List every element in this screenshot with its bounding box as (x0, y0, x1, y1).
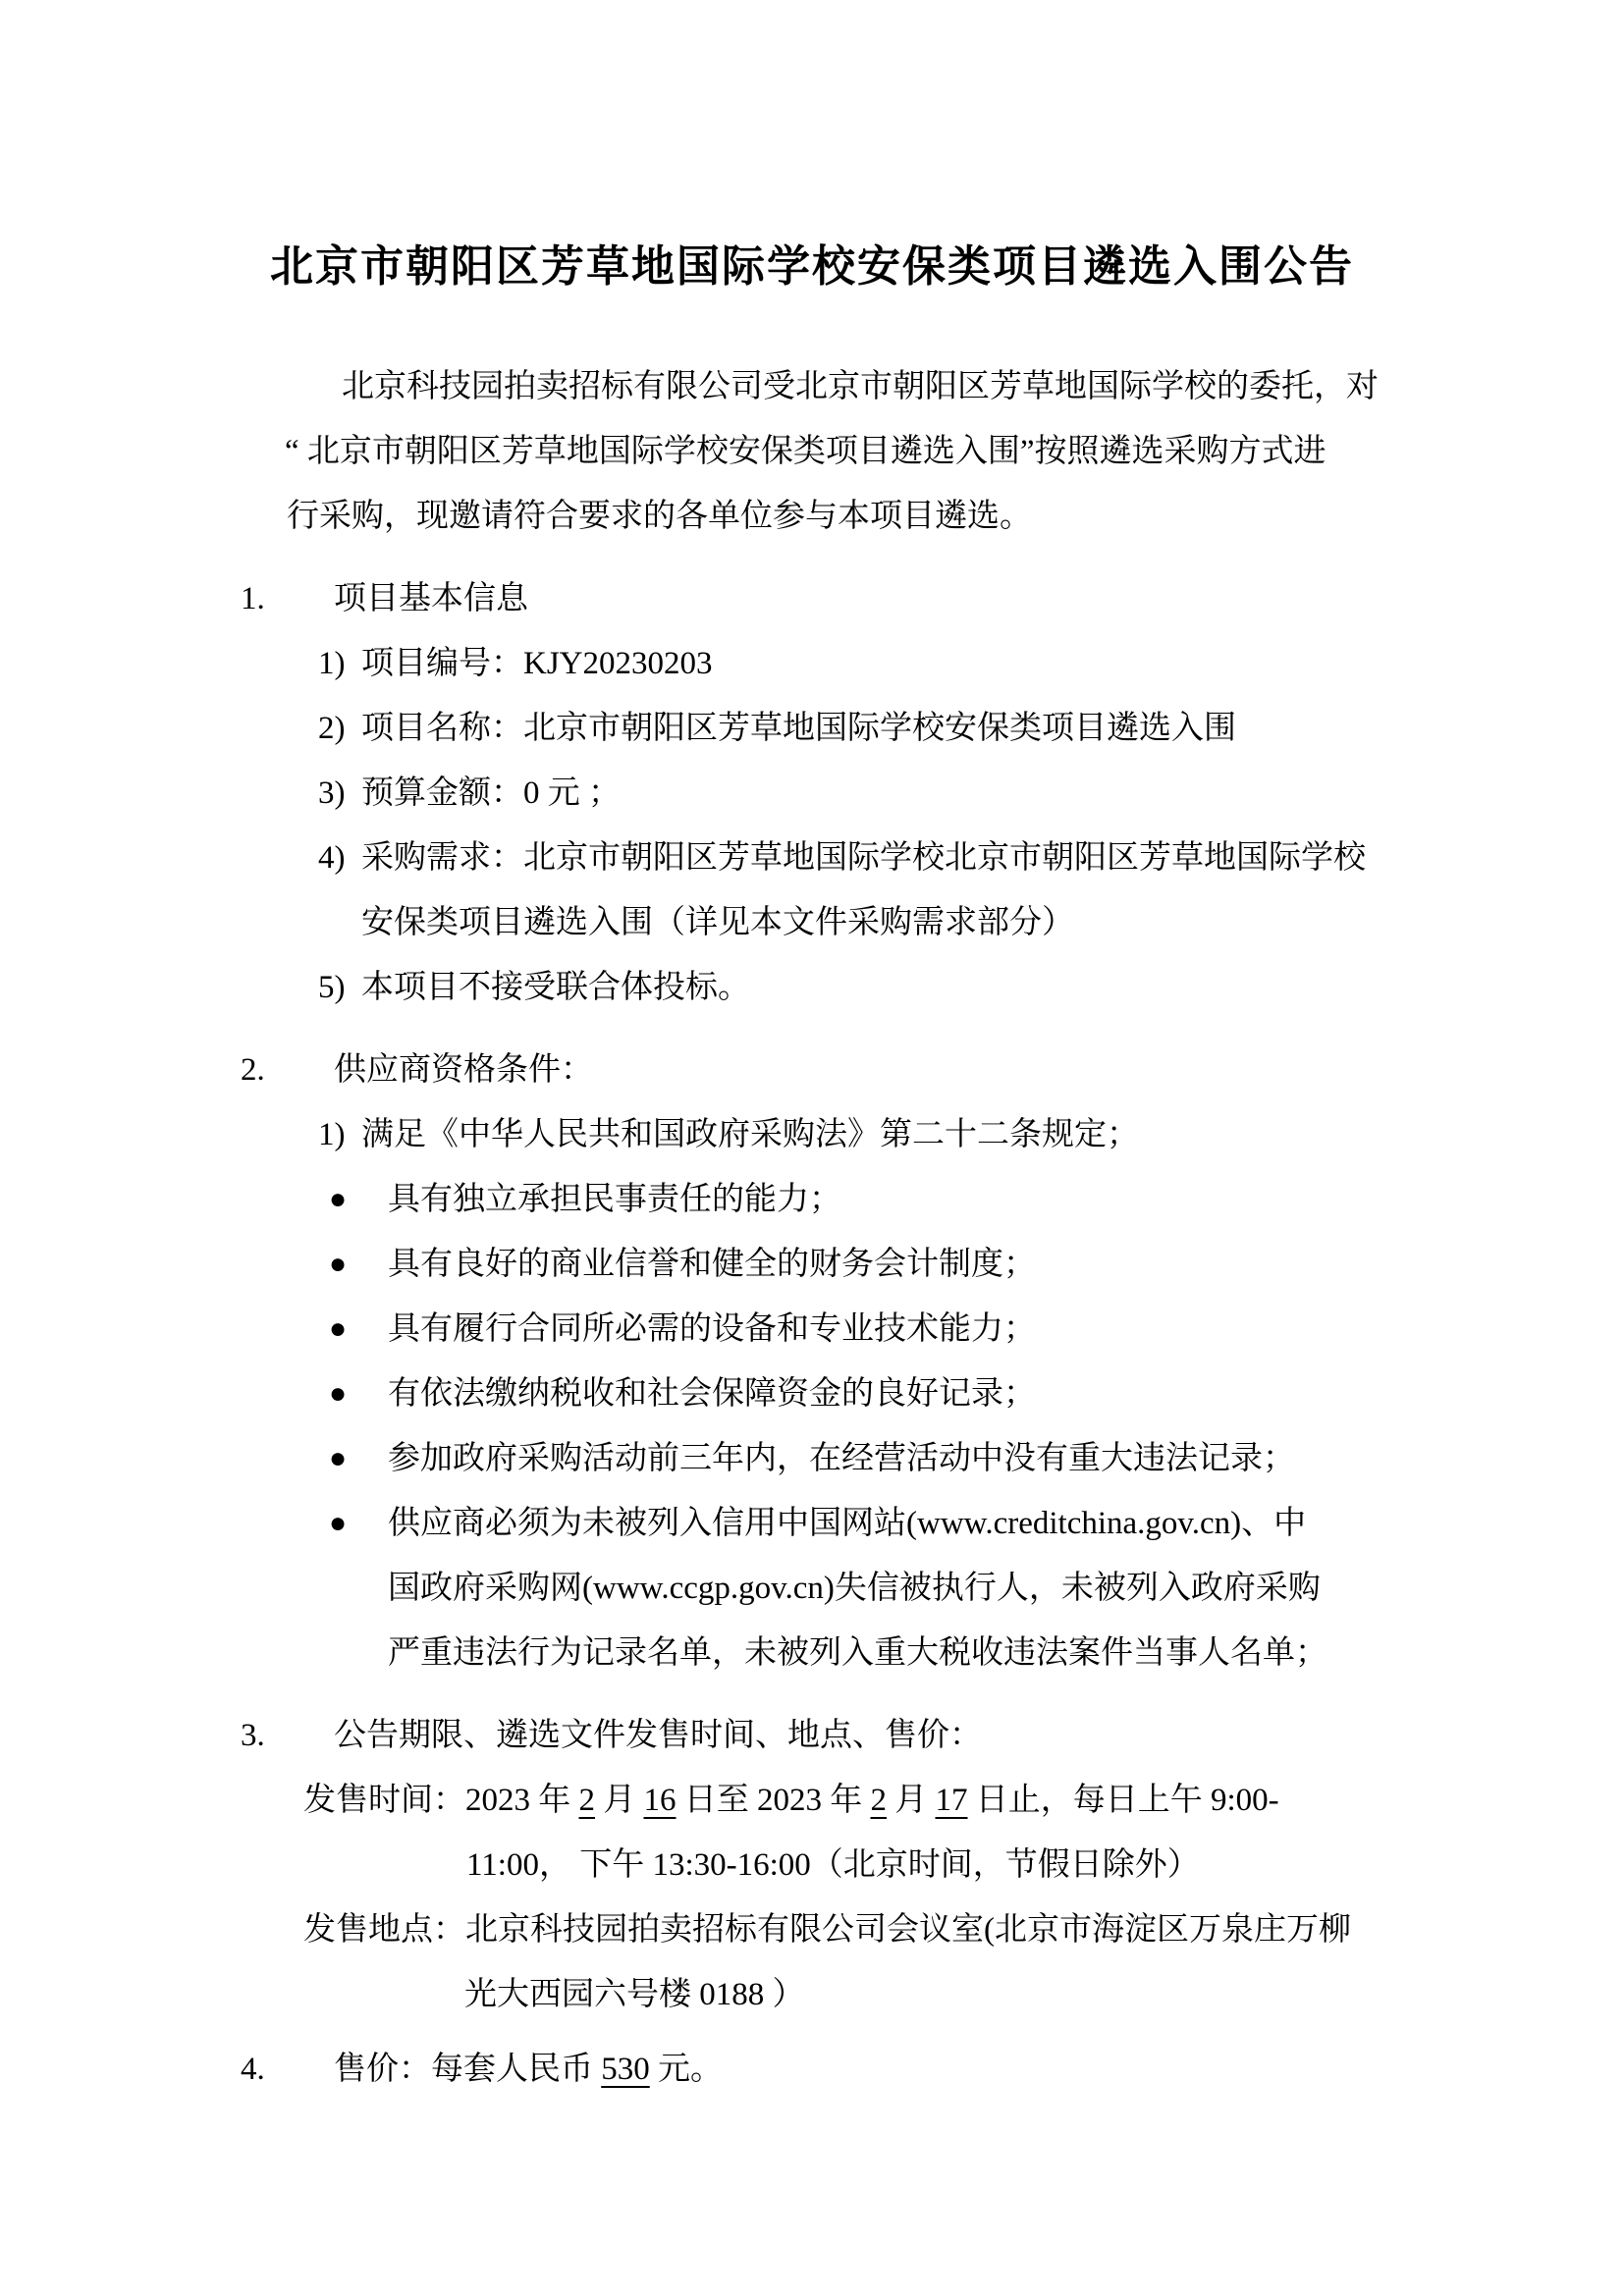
list-item (0, 696, 1624, 761)
bullet-item (0, 1167, 1624, 1232)
bullet-icon: ● (329, 1183, 348, 1215)
section-heading-row (0, 2037, 1624, 2102)
list-item-number: 5) (318, 970, 346, 1005)
list-item-text: 满足《中华人民共和国政府采购法》第二十二条规定； (361, 1117, 1139, 1152)
list-item (0, 955, 1624, 1020)
bullet-text: 供应商必须为未被列入信用中国网站(www.creditchina.gov.cn)、中 (388, 1506, 1307, 1541)
bullet-text: 有依法缴纳税收和社会保障资金的良好记录； (388, 1376, 1036, 1412)
list-item (0, 826, 1624, 890)
list-item-number: 2) (318, 711, 346, 746)
bullet-text: 参加政府采购活动前三年内，在经营活动中没有重大违法记录； (388, 1441, 1295, 1476)
list-item-number: 4) (318, 840, 346, 876)
bullet-icon: ● (329, 1507, 348, 1539)
intro-line: 北京科技园拍卖招标有限公司受北京市朝阳区芳草地国际学校的委托，对 (342, 369, 1379, 404)
bullet-icon: ● (329, 1312, 348, 1345)
section-heading: 供应商资格条件： (334, 1052, 593, 1088)
sale-time-segment: 发售时间：2023 年 (303, 1783, 579, 1818)
section-heading: 项目基本信息 (334, 581, 528, 616)
intro-paragraph (0, 354, 1624, 549)
list-item-number: 3) (318, 775, 346, 811)
price-segment: 售价：每套人民币 (334, 2052, 602, 2087)
underlined-date: 2 (870, 1783, 887, 1818)
sale-place-line: 发售地点：北京科技园拍卖招标有限公司会议室(北京市海淀区万泉庄万柳 (303, 1912, 1351, 1948)
sale-time-segment: 月 (887, 1783, 936, 1818)
intro-line: 行采购，现邀请符合要求的各单位参与本项目遴选。 (287, 499, 1032, 534)
section-number: 1. (241, 581, 265, 616)
list-item-number: 1) (318, 1117, 346, 1152)
sale-time-continuation: 11:00， 下午 13:30-16:00（北京时间，节假日除外） (466, 1847, 1200, 1883)
list-item-text: 项目编号：KJY20230203 (361, 646, 713, 681)
sale-time-segment: 月 (595, 1783, 644, 1818)
underlined-price: 530 (601, 2052, 650, 2087)
bullet-item (0, 1362, 1624, 1426)
bullet-text-continuation: 国政府采购网(www.ccgp.gov.cn)失信被执行人，未被列入政府采购 (388, 1571, 1321, 1606)
list-item (0, 761, 1624, 826)
section-number: 2. (241, 1052, 265, 1088)
document-title: 北京市朝阳区芳草地国际学校安保类项目遴选入围公告 (270, 242, 1354, 291)
sale-time-segment: 日止，每日上午 9:00- (967, 1783, 1279, 1818)
section-heading-row (0, 566, 1624, 631)
underlined-date: 16 (643, 1783, 677, 1818)
intro-line: “ 北京市朝阳区芳草地国际学校安保类项目遴选入围”按照遴选采购方式进 (285, 434, 1326, 469)
list-item-text: 采购需求：北京市朝阳区芳草地国际学校北京市朝阳区芳草地国际学校 (361, 840, 1366, 876)
list-item (0, 631, 1624, 696)
section-number: 3. (241, 1718, 265, 1753)
bullet-item (0, 1491, 1624, 1556)
section-heading: 公告期限、遴选文件发售时间、地点、售价： (334, 1718, 982, 1753)
bullet-text: 具有履行合同所必需的设备和专业技术能力； (388, 1311, 1036, 1347)
bullet-icon: ● (329, 1442, 348, 1474)
list-item (0, 1102, 1624, 1167)
bullet-item (0, 1426, 1624, 1491)
bullet-text: 具有独立承担民事责任的能力； (388, 1182, 841, 1217)
price-segment: 元。 (649, 2052, 723, 2087)
list-item-text: 预算金额：0 元 ； (361, 775, 621, 811)
list-item-text: 本项目不接受联合体投标。 (361, 970, 750, 1005)
list-item-continuation: 安保类项目遴选入围（详见本文件采购需求部分） (361, 905, 1074, 940)
underlined-date: 2 (578, 1783, 595, 1818)
section-heading-row (0, 1703, 1624, 1768)
list-item-text: 项目名称：北京市朝阳区芳草地国际学校安保类项目遴选入围 (361, 711, 1236, 746)
sale-time-segment: 日至 2023 年 (676, 1783, 871, 1818)
sale-time-line (303, 1768, 1624, 1833)
list-item-number: 1) (318, 646, 346, 681)
section-heading-row (0, 1038, 1624, 1102)
underlined-date: 17 (935, 1783, 968, 1818)
bullet-icon: ● (329, 1248, 348, 1280)
bullet-item (0, 1297, 1624, 1362)
bullet-text: 具有良好的商业信誉和健全的财务会计制度； (388, 1247, 1036, 1282)
bullet-item (0, 1232, 1624, 1297)
bullet-icon: ● (329, 1377, 348, 1410)
sale-place-continuation: 光大西园六号楼 0188 ） (464, 1977, 805, 2012)
price-line (334, 2037, 723, 2102)
bullet-text-continuation: 严重违法行为记录名单，未被列入重大税收违法案件当事人名单； (388, 1635, 1327, 1671)
section-number: 4. (241, 2052, 265, 2087)
